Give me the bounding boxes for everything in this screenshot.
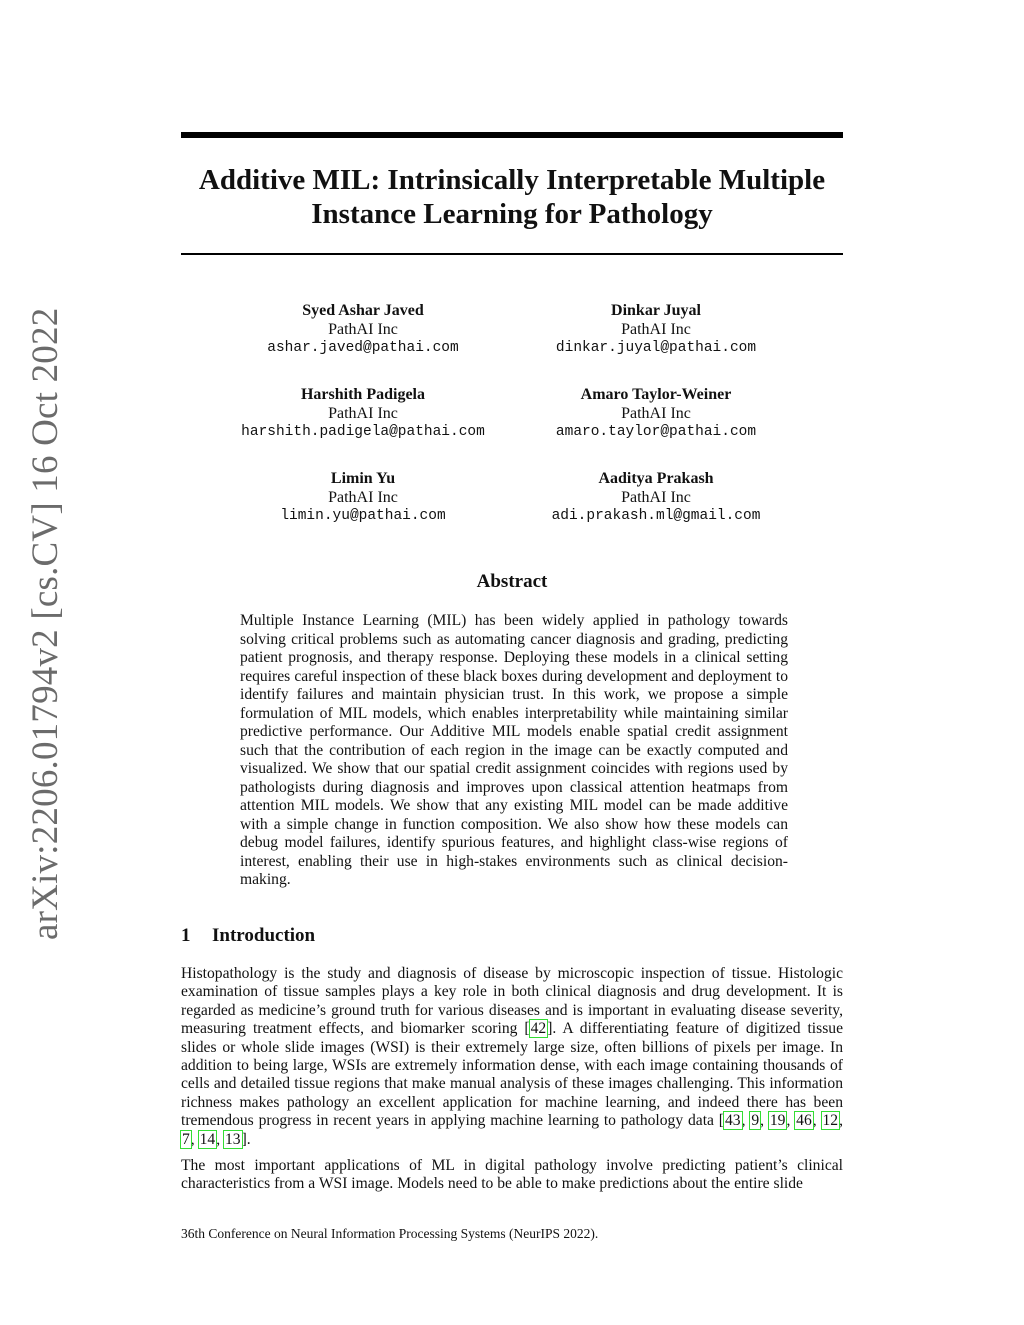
paragraph-text: Histopathology is the study and diagnosis of disease by microscopic inspection of tissue. Histologic examination of tissue samples plays a key role in both clinical diagnosis and drug development. It is regarded as medicine’s ground truth for various diseases and is important in evaluating disease severity, measuring treatment effects, and biomarker scoring [ bbox=[181, 965, 843, 1038]
citation-link[interactable]: 12 bbox=[822, 1112, 839, 1130]
title-line-1: Additive MIL: Intrinsically Interpretable Multiple bbox=[198, 164, 826, 196]
citation-link[interactable]: 46 bbox=[796, 1112, 812, 1130]
citation-link[interactable]: 42 bbox=[530, 1020, 547, 1038]
author-email[interactable]: harshith.padigela@pathai.com bbox=[241, 424, 485, 440]
citation-link[interactable]: 14 bbox=[199, 1130, 216, 1148]
conference-footnote: 36th Conference on Neural Information Processing Systems (NeurIPS 2022). bbox=[181, 1226, 599, 1241]
title-rule-top bbox=[181, 132, 843, 138]
author-block bbox=[193, 469, 533, 526]
abstract-text: Multiple Instance Learning (MIL) has been widely applied in pathology towards solving critical problems such as automating cancer diagnosis and grading, predicting patient prognosis, and therapy response. Deploying these models in a clinical setting requires careful inspection of these black boxes during development and deployment to identify failures and maintain physician trust. In this work, we propose a simple formulation of MIL models, which enables interpretability while maintaining similar predictive performance. Our Additive MIL models enable spatial credit assignment such that the contribution of each region in the image can be exactly computed and visualized. We show that our spatial credit assignment coincides with regions used by pathologists during diagnosis and improves upon classical attention heatmaps from attention MIL models. We show that any existing MIL model can be made additive with a simple change in function composition. We also show how these models can debug model failures, identify spurious features, and highlight class-wise regions of interest, enabling their use in high-stakes environments such as clinical decision-making. bbox=[240, 612, 788, 888]
abstract-heading: Abstract bbox=[476, 571, 548, 592]
author-name: Aaditya Prakash bbox=[598, 470, 714, 487]
author-block bbox=[486, 301, 826, 358]
title-line-2: Instance Learning for Pathology bbox=[311, 198, 713, 230]
author-affiliation: PathAI Inc bbox=[621, 405, 691, 422]
citation-link[interactable]: 19 bbox=[769, 1112, 786, 1130]
author-name: Syed Ashar Javed bbox=[302, 302, 424, 319]
author-email[interactable]: adi.prakash.ml@gmail.com bbox=[551, 508, 761, 524]
section-heading-introduction bbox=[181, 924, 315, 948]
author-email[interactable]: ashar.javed@pathai.com bbox=[267, 340, 459, 356]
author-block bbox=[193, 385, 533, 442]
paper-title bbox=[181, 163, 843, 231]
citation-link[interactable]: 7 bbox=[182, 1130, 190, 1148]
citation-link[interactable]: 13 bbox=[224, 1130, 241, 1148]
author-affiliation: PathAI Inc bbox=[621, 489, 691, 506]
author-block bbox=[486, 469, 826, 526]
author-affiliation: PathAI Inc bbox=[328, 489, 398, 506]
author-name: Dinkar Juyal bbox=[611, 302, 701, 319]
author-affiliation: PathAI Inc bbox=[328, 405, 398, 422]
paragraph-text: ]. bbox=[241, 1130, 251, 1148]
author-block bbox=[486, 385, 826, 442]
author-email[interactable]: limin.yu@pathai.com bbox=[280, 508, 446, 524]
intro-paragraph-2: The most important applications of ML in digital pathology involve predicting patient’s clinical characteristics from a WSI image. Models need to be able to make predictions about the entire slide bbox=[181, 1157, 843, 1193]
citation-link[interactable]: 43 bbox=[724, 1112, 741, 1130]
author-email[interactable]: dinkar.juyal@pathai.com bbox=[555, 340, 757, 356]
author-name: Limin Yu bbox=[330, 470, 396, 487]
arxiv-stamp: arXiv:2206.01794v2 [cs.CV] 16 Oct 2022 bbox=[25, 307, 66, 940]
author-affiliation: PathAI Inc bbox=[328, 321, 398, 338]
author-name: Harshith Padigela bbox=[300, 386, 425, 403]
intro-paragraph-1: Histopathology is the study and diagnosis of disease by microscopic inspection of tissue. Histologic examination of tissue samples plays a key role in both clinical diagnosis and drug development. It is regarded as medicine’s ground truth for various diseases and is important in evaluating disease severity, measuring treatment effects, and biomarker scoring [42]. A differentiating feature of digitized tissue slides or whole slide images (WSI) is their extremely large size, often billions of pixels per image. In addition to being large, WSIs are extremely information dense, with each image containing thousands of cells and detailed tissue regions that make manual analysis of these images challenging. This information richness makes pathology an excellent application for machine learning, and indeed there has been tremendous progress in recent years in applying machine learning to pathology data [43, 9, 19, 46, 12, 7, 14, 13]. bbox=[181, 965, 843, 1148]
section-title: Introduction bbox=[212, 925, 316, 946]
title-rule-bottom bbox=[181, 253, 843, 255]
author-block bbox=[193, 301, 533, 358]
paragraph-text: ]. A differentiating feature of digitized tissue slides or whole slide images (WSI) is their extremely large size, often billions of pixels per image. In addition to being large, WSIs are extremely information dense, with each image containing thousands of cells and detailed tissue regions that make manual analysis of these images challenging. This information richness makes pathology an excellent application for machine learning, and indeed there has been tremendous progress in recent years in applying machine learning to pathology data [ bbox=[181, 1020, 843, 1130]
author-affiliation: PathAI Inc bbox=[621, 321, 691, 338]
author-name: Amaro Taylor-Weiner bbox=[580, 386, 732, 403]
author-email[interactable]: amaro.taylor@pathai.com bbox=[555, 424, 757, 440]
section-number: 1 bbox=[181, 925, 191, 946]
citation-link[interactable]: 9 bbox=[751, 1112, 760, 1130]
